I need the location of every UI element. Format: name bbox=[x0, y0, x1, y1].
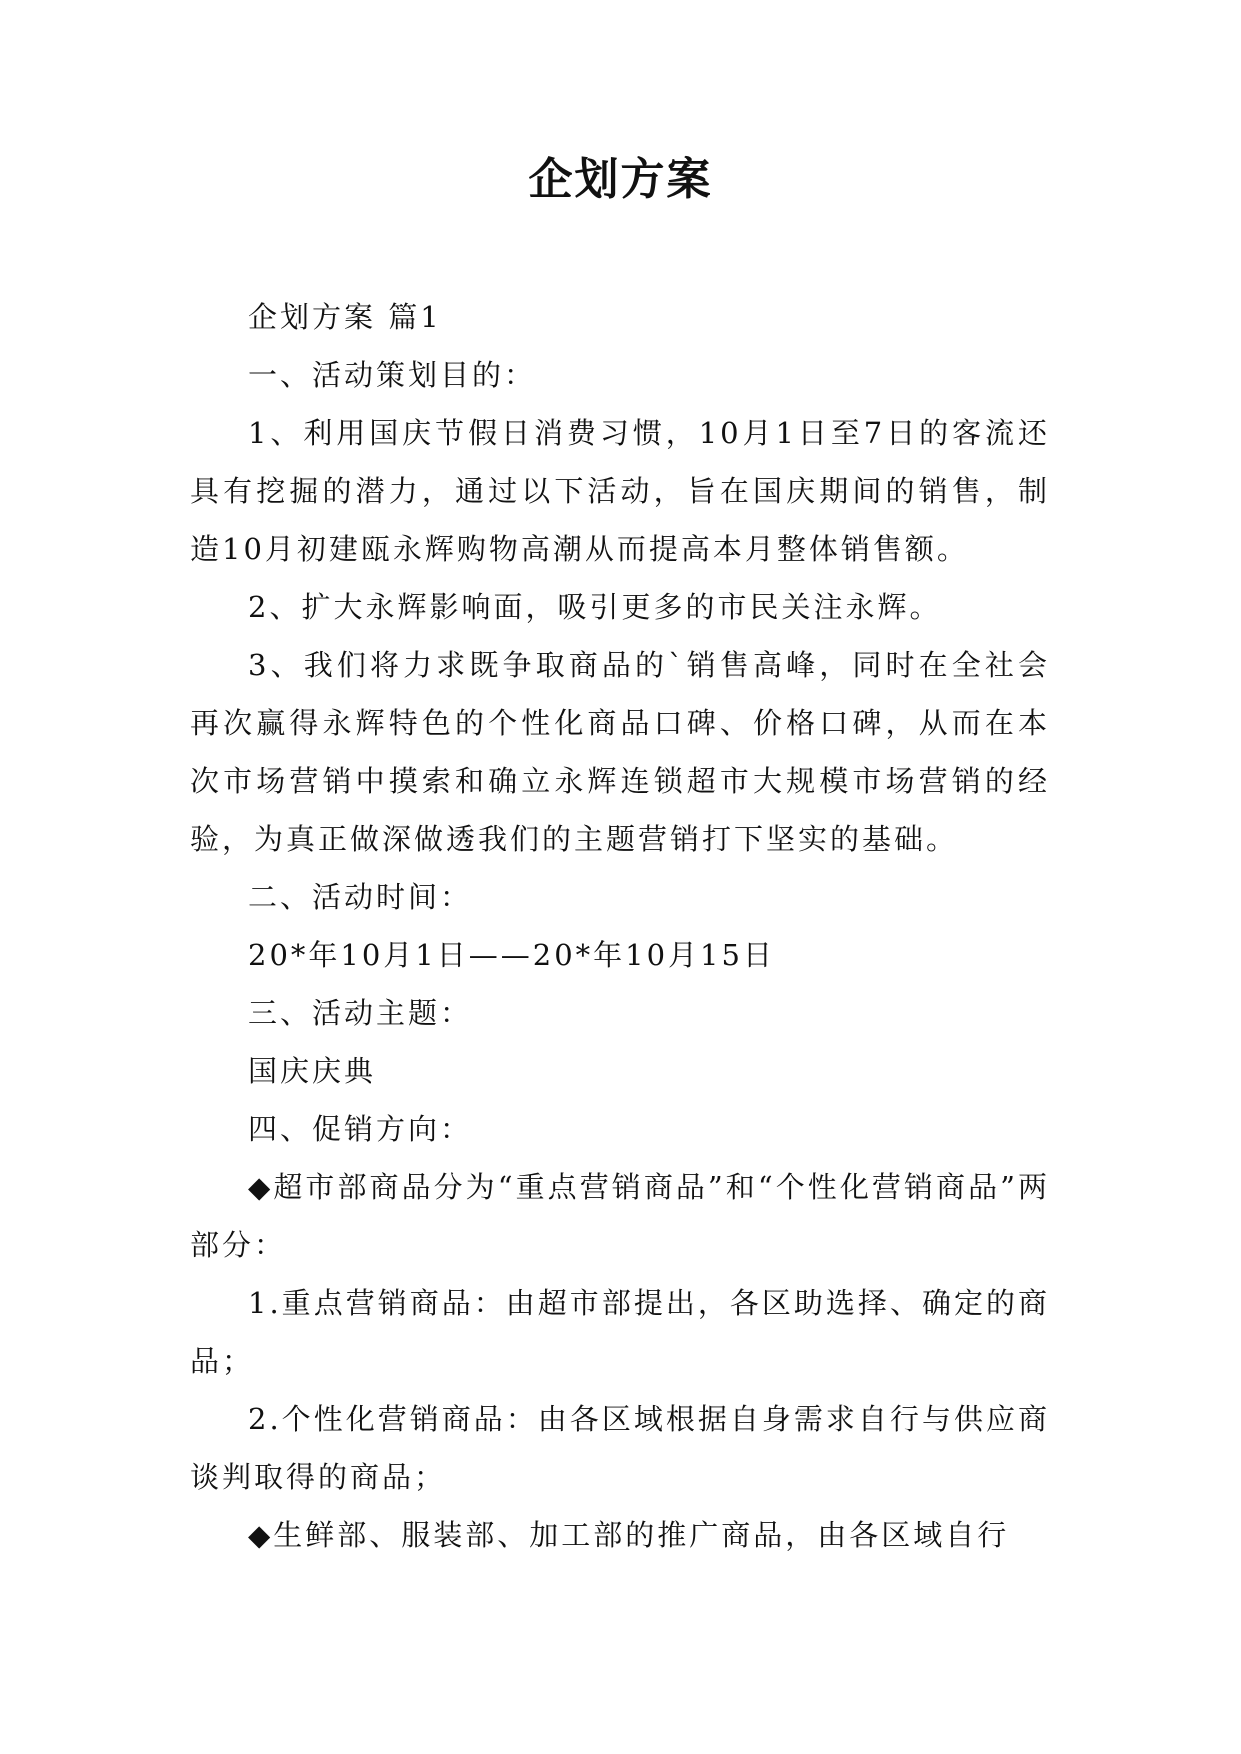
subheading-direction: 四、促销方向： bbox=[248, 1112, 473, 1146]
subheading-purpose: 一、活动策划目的： bbox=[248, 358, 537, 392]
bullet-supermarket: ◆超市部商品分为“重点营销商品”和“个性化营销商品”两部分： bbox=[190, 1170, 1050, 1262]
subheading-time: 二、活动时间： bbox=[248, 880, 473, 914]
document-body bbox=[190, 288, 1050, 1564]
paragraph-3: 3、我们将力求既争取商品的`销售高峰，同时在全社会再次赢得永辉特色的个性化商品口碑、价格口碑，从而在本次市场营销中摸索和确立永辉连锁超市大规模市场营销的经验，为真正做深做透我们的主题营销打下坚实的基础。 bbox=[190, 648, 1050, 856]
item-key-goods: 1.重点营销商品：由超市部提出，各区助选择、确定的商品； bbox=[190, 1286, 1050, 1378]
paragraph-2: 2、扩大永辉影响面，吸引更多的市民关注永辉。 bbox=[248, 590, 942, 624]
activity-dates: 20*年10月1日——20*年10月15日 bbox=[248, 938, 775, 972]
item-personalized-goods: 2.个性化营销商品：由各区域根据自身需求自行与供应商谈判取得的商品； bbox=[190, 1402, 1050, 1494]
document-title: 企划方案 bbox=[528, 154, 713, 205]
section-heading: 企划方案 篇1 bbox=[248, 300, 442, 334]
bullet-fresh-clothing: ◆生鲜部、服装部、加工部的推广商品，由各区域自行 bbox=[248, 1518, 1010, 1552]
subheading-theme: 三、活动主题： bbox=[248, 996, 473, 1030]
paragraph-1: 1、利用国庆节假日消费习惯，10月1日至7日的客流还具有挖掘的潜力，通过以下活动，旨在国庆期间的销售，制造10月初建瓯永辉购物高潮从而提高本月整体销售额。 bbox=[190, 416, 1050, 566]
activity-theme: 国庆庆典 bbox=[248, 1054, 377, 1088]
